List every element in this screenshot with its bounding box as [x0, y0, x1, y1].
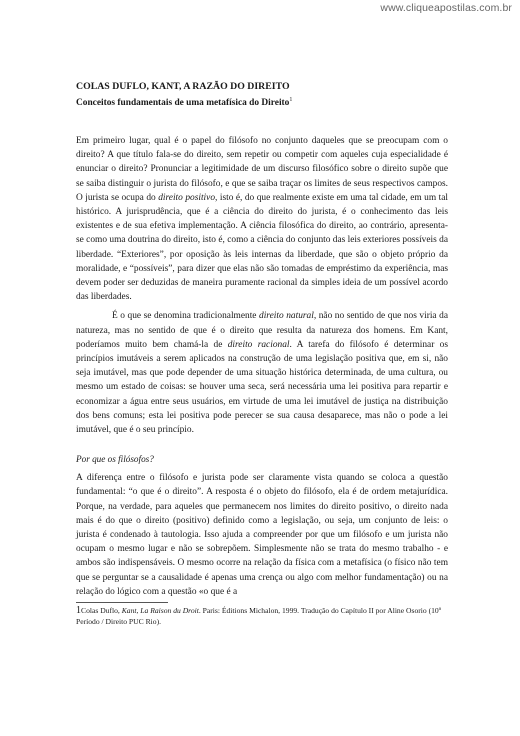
paragraph-1 — [76, 134, 448, 304]
paragraph-3: A diferença entre o filósofo e jurista pode ser claramente vista quando se coloca a questão fundamental: “o que é o direito”. A resposta é o objeto do filósofo, ela é de ordem metajurídica. Porque, na verdade, para aqueles que permanecem nos limites do direito positivo, o direito nada mais é do que o direito (positivo) definido como a legislação, ou seja, um conjunto de leis: o jurista é condenado à tautologia. Isso ajuda a compreender por que um filósofo e um jurista não ocupam o mesmo lugar e não se sobrepõem. Simplesmente não se trata do mesmo trabalho - e ambos são indispensáveis. O mesmo ocorre na relação da física com a metafísica (o físico não tem que se perguntar se a causalidade é apenas uma crença ou algo com melhor fundamentação) ou na relação do lógico com a questão «o que é a — [76, 473, 448, 597]
site-url[interactable]: www.cliqueapostilas.com.br — [380, 2, 512, 14]
document-title: COLAS DUFLO, KANT, A RAZÃO DO DIREITO — [76, 81, 290, 92]
document-subtitle — [76, 97, 448, 110]
footnote-ref: 1 — [289, 96, 293, 103]
footnote-text-a: Colas Duflo, — [81, 606, 122, 616]
paragraph-2-text-c: . A tarefa do filósofo é determinar os princípios imutáveis a serem aplicados na construção de uma legislação positiva que, em si, não seja imutável, mas que pode depender de uma situação histórica determinada, de uma cultura, ou mesmo um estado de coisas: se houver uma seca, será necessária uma lei positiva para repartir e economizar a água entre seus usuários, em virtude de uma lei imutável de justiça na distribuição dos bens comuns; esta lei positiva pode perecer se sua causa desaparece, mas não o pode a lei imutável, que é o seu princípio. — [76, 339, 448, 436]
emphasis-direito-natural: direito natural — [259, 311, 314, 322]
emphasis-direito-positivo: direito positivo — [158, 192, 216, 203]
paragraph-1-text-a: Em primeiro lugar, qual é o papel do filósofo no conjunto daqueles que se preocupam com o direito? A que título fala-se do direito, sem repetir ou competir com aqueles cuja especialidade é enunciar o direito? Pronunciar a legitimidade de um discurso filosófico sobre o direito supõe que se saiba distinguir o jurista do filósofo, e que se saiba traçar os limites de seus respectivos campos. O jurista se ocupa do — [76, 136, 448, 203]
footnote-text-b: . Paris: Éditions Michalon, 1999. Tradução do Capítulo II por Aline Osorio (10º Período / Direito PUC Rio). — [76, 606, 442, 626]
paragraph-2-text-a: É o que se denomina tradicionalmente — [112, 311, 260, 322]
section-heading: Por que os filósofos? — [76, 454, 154, 465]
paragraph-2 — [76, 309, 448, 437]
footnote-number: 1 — [76, 605, 81, 617]
emphasis-direito-racional: direito racional — [227, 339, 290, 350]
subtitle-text: Conceitos fundamentais de uma metafísica do Direito — [76, 98, 290, 108]
document-body — [76, 80, 448, 627]
paragraph-2-text-b: , não no sentido de que nos viria da natureza, mas no sentido de que é o direito que resulta da natureza dos homens. Em Kant, poderíamos muito bem chamá-la de — [76, 311, 448, 350]
paragraph-1-text-b: , isto é, do que realmente existe em uma tal cidade, em um tal histórico. A jurisprudência, que é a ciência do direito do jurista, é o conhecimento das leis existentes e de sua efetiva implementação. A ciência filosófica do direito, ao contrário, apresenta-se como uma doutrina do direito, isto é, como a ciência do conjunto das leis exteriores possíveis da liberdade. “Exteriores”, por oposição às leis internas da liberdade, que são o objeto próprio da moralidade, e “possíveis”, para dizer que elas não são tomadas de empréstimo da experiência, mas devem poder ser deduzidas de maneira puramente racional da simples ideia de um possível acordo das liberdades. — [76, 192, 448, 303]
footnote-book-title: Kant, La Raison du Droit — [121, 606, 199, 616]
footnote-divider — [76, 602, 168, 603]
footnote — [76, 606, 448, 627]
